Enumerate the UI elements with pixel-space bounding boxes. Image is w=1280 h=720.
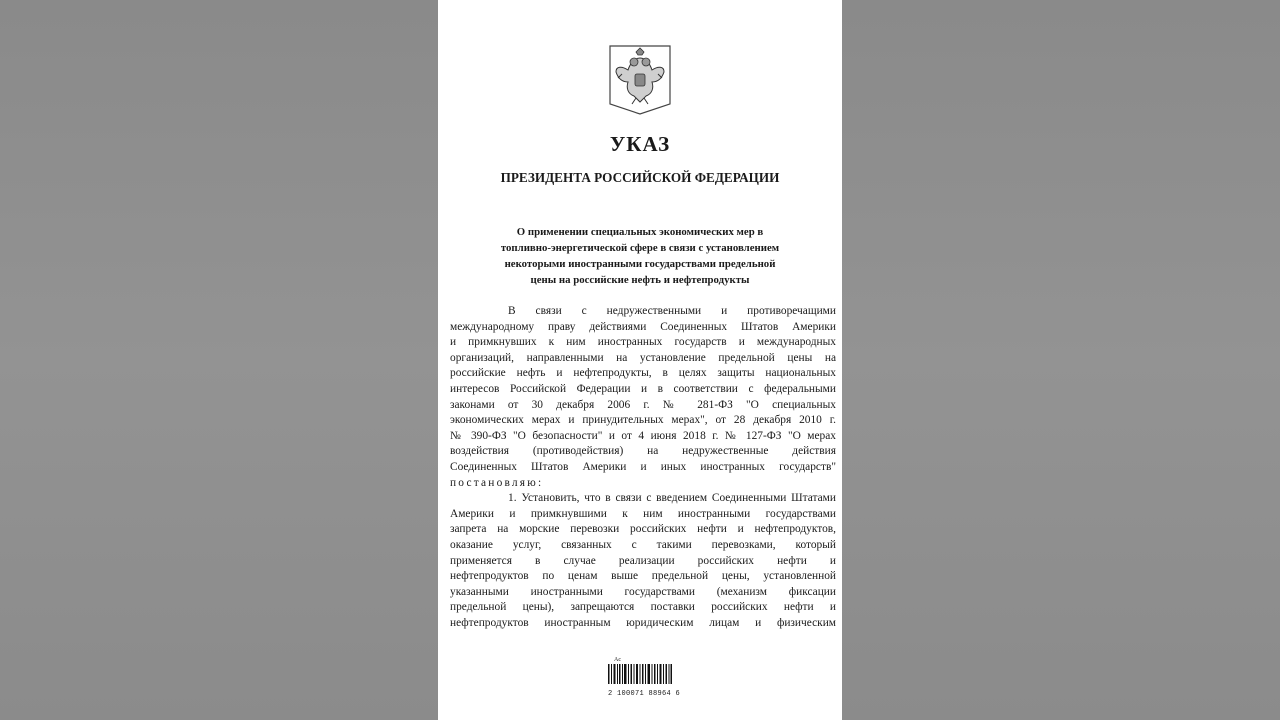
body-line: воздействия (противодействия) на недружественные действия [450,445,836,458]
body-line: российские нефть и нефтепродукты, в целях защиты национальных [450,367,836,380]
barcode-mark: Ac [614,657,621,663]
body-line: международному праву действиями Соединенных Штатов Америки [450,320,836,333]
body-line: № 390-ФЗ "О безопасности" и от 4 июня 2018 г. № 127-ФЗ "О мерах [450,429,836,442]
coat-of-arms-emblem-icon [608,44,672,116]
body-line: организаций, направленными на установление предельной цены на [450,351,836,364]
heading-line: некоторыми иностранными государствами предельной [504,258,776,270]
body-line: применяется в случае реализации российских нефти и [450,554,836,567]
heading-line: О применении специальных экономических мер в [516,226,764,238]
body-line: В связи с недружественными и противоречащими [508,305,836,317]
barcode-number: 2 100071 88964 6 [608,690,681,698]
barcode-icon [608,664,672,684]
body-line: запрета на морские перевозки российских нефти и нефтепродуктов, [450,523,836,536]
document-page [438,0,842,720]
body-line: нефтепродуктов иностранным юридическим лицам и физическим [450,616,836,629]
body-line: предельной цены), запрещаются поставки российских нефти и [450,601,836,614]
background-right [842,0,1280,720]
body-line: экономических мерах и принудительных мерах", от 28 декабря 2010 г. [450,414,836,427]
document-subtitle: ПРЕЗИДЕНТА РОССИЙСКОЙ ФЕДЕРАЦИИ [500,170,780,185]
document-heading [468,224,812,288]
body-line: и примкнувших к ним иностранных государств и международных [450,336,836,349]
body-line: Америки и примкнувшими к ним иностранными государствами [450,507,836,520]
body-line: Соединенных Штатов Америки и иных иностранных государств" [450,460,836,473]
body-line: 1. Установить, что в связи с введением Соединенными Штатами [508,492,836,505]
barcode [608,656,688,698]
body-line: законами от 30 декабря 2006 г. № 281-ФЗ "О специальных [450,398,836,411]
document-title: УКАЗ [609,132,671,156]
body-line: интересов Российской Федерации и в соответствии с федеральными [450,382,836,395]
body-line: постановляю: [450,476,544,489]
body-line: нефтепродуктов по ценам выше предельной цены, установленной [450,570,836,583]
background-left [0,0,438,720]
body-line: указанными иностранными государствами (механизм фиксации [450,585,836,598]
heading-line: топливно-энергетической сфере в связи с установлением [500,242,780,254]
body-line: оказание услуг, связанных с такими перевозками, который [450,538,836,551]
heading-line: цены на российские нефть и нефтепродукты [530,274,750,286]
document-body [450,304,836,631]
